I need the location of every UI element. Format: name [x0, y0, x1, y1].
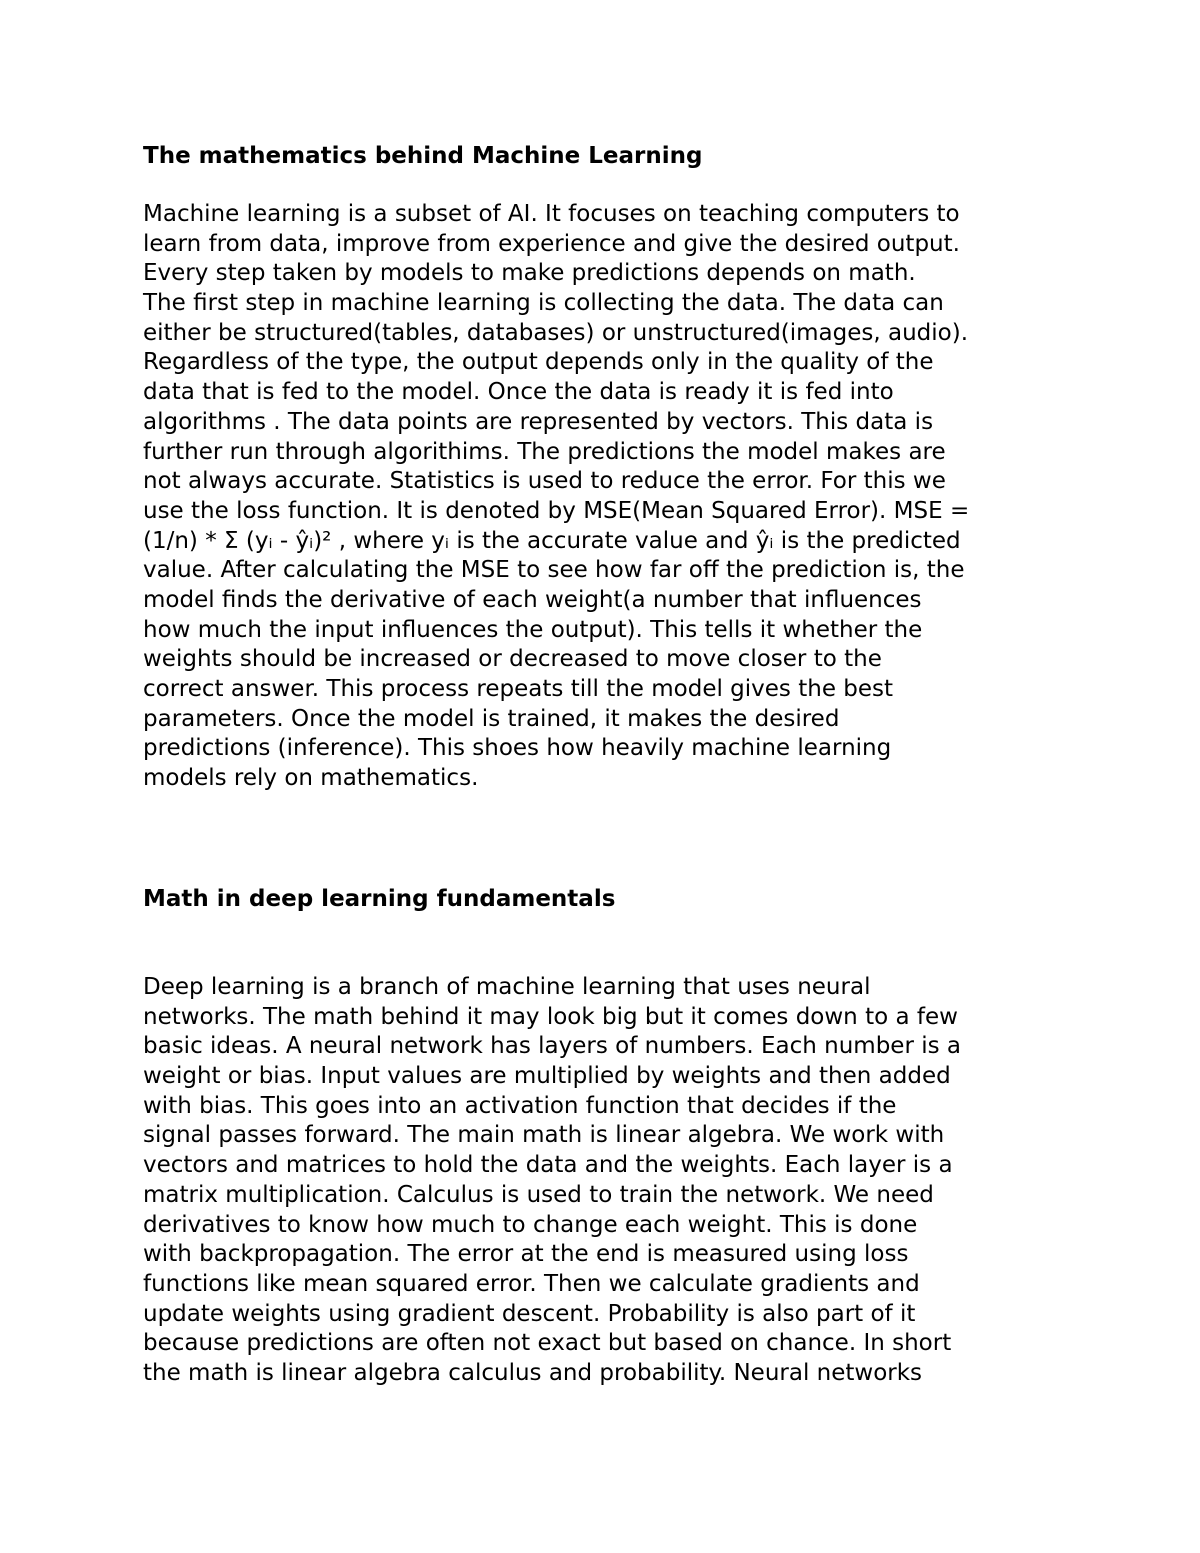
text-line: data that is fed to the model. Once the data is ready it is fed into	[143, 379, 894, 406]
text-line: algorithms . The data points are represented by vectors. This data is	[143, 408, 934, 435]
text-line: correct answer. This process repeats till the model gives the best	[143, 676, 894, 702]
text-line: use the loss function. It is denoted by MSE(Mean Squared Error). MSE =	[143, 497, 970, 524]
text-line: functions like mean squared error. Then we calculate gradients and	[143, 1270, 920, 1297]
text-line: with backpropagation. The error at the end is measured using loss	[143, 1241, 909, 1268]
text-line: weights should be increased or decreased to move closer to the	[143, 646, 882, 673]
text-line: with bias. This goes into an activation function that decides if the	[143, 1092, 897, 1119]
text-line: because predictions are often not exact but based on chance. In short	[143, 1330, 952, 1357]
text-line: how much the input influences the output). This tells it whether the	[143, 616, 923, 643]
text-line: models rely on mathematics.	[143, 765, 479, 792]
text-line: basic ideas. A neural network has layers of numbers. Each number is a	[143, 1033, 962, 1060]
text-line: Machine learning is a subset of AI. It focuses on teaching computers to	[143, 201, 960, 227]
text-line: model finds the derivative of each weight(a number that influences	[143, 586, 922, 613]
text-line: parameters. Once the model is trained, it makes the desired	[143, 705, 840, 732]
text-line: networks. The math behind it may look big but it comes down to a few	[143, 1003, 958, 1030]
text-line: vectors and matrices to hold the data and the weights. Each layer is a	[143, 1152, 953, 1179]
text-line: the math is linear algebra calculus and probability. Neural networks	[143, 1359, 923, 1386]
text-line: weight or bias. Input values are multiplied by weights and then added	[143, 1063, 951, 1090]
text-line: predictions (inference). This shoes how heavily machine learning	[143, 735, 892, 762]
text-line: update weights using gradient descent. Probability is also part of it	[143, 1300, 916, 1327]
text-line: matrix multiplication. Calculus is used to train the network. We need	[143, 1181, 934, 1208]
text-line: value. After calculating the MSE to see how far off the prediction is, the	[143, 557, 965, 584]
section-title-deep-learning: Math in deep learning fundamentals	[143, 886, 616, 912]
text-line: The first step in machine learning is collecting the data. The data can	[143, 290, 944, 317]
text-line: derivatives to know how much to change each weight. This is done	[143, 1211, 918, 1238]
text-line: not always accurate. Statistics is used to reduce the error. For this we	[143, 468, 946, 495]
text-line: further run through algorithims. The predictions the model makes are	[143, 438, 946, 465]
text-line: learn from data, improve from experience and give the desired output.	[143, 230, 960, 257]
text-line: either be structured(tables, databases) or unstructured(images, audio).	[143, 319, 969, 346]
text-line: Regardless of the type, the output depends only in the quality of the	[143, 349, 934, 376]
section-title-ml-math: The mathematics behind Machine Learning	[143, 143, 703, 169]
paragraph-ml-math	[143, 200, 969, 794]
text-line: (1/n) * Σ (yᵢ - ŷᵢ)² , where yᵢ is the accurate value and ŷᵢ is the predicted	[143, 527, 961, 554]
text-line: signal passes forward. The main math is linear algebra. We work with	[143, 1122, 945, 1149]
text-line: Deep learning is a branch of machine learning that uses neural	[143, 974, 871, 1000]
paragraph-deep-learning	[143, 973, 961, 1389]
text-line: Every step taken by models to make predictions depends on math.	[143, 260, 916, 287]
